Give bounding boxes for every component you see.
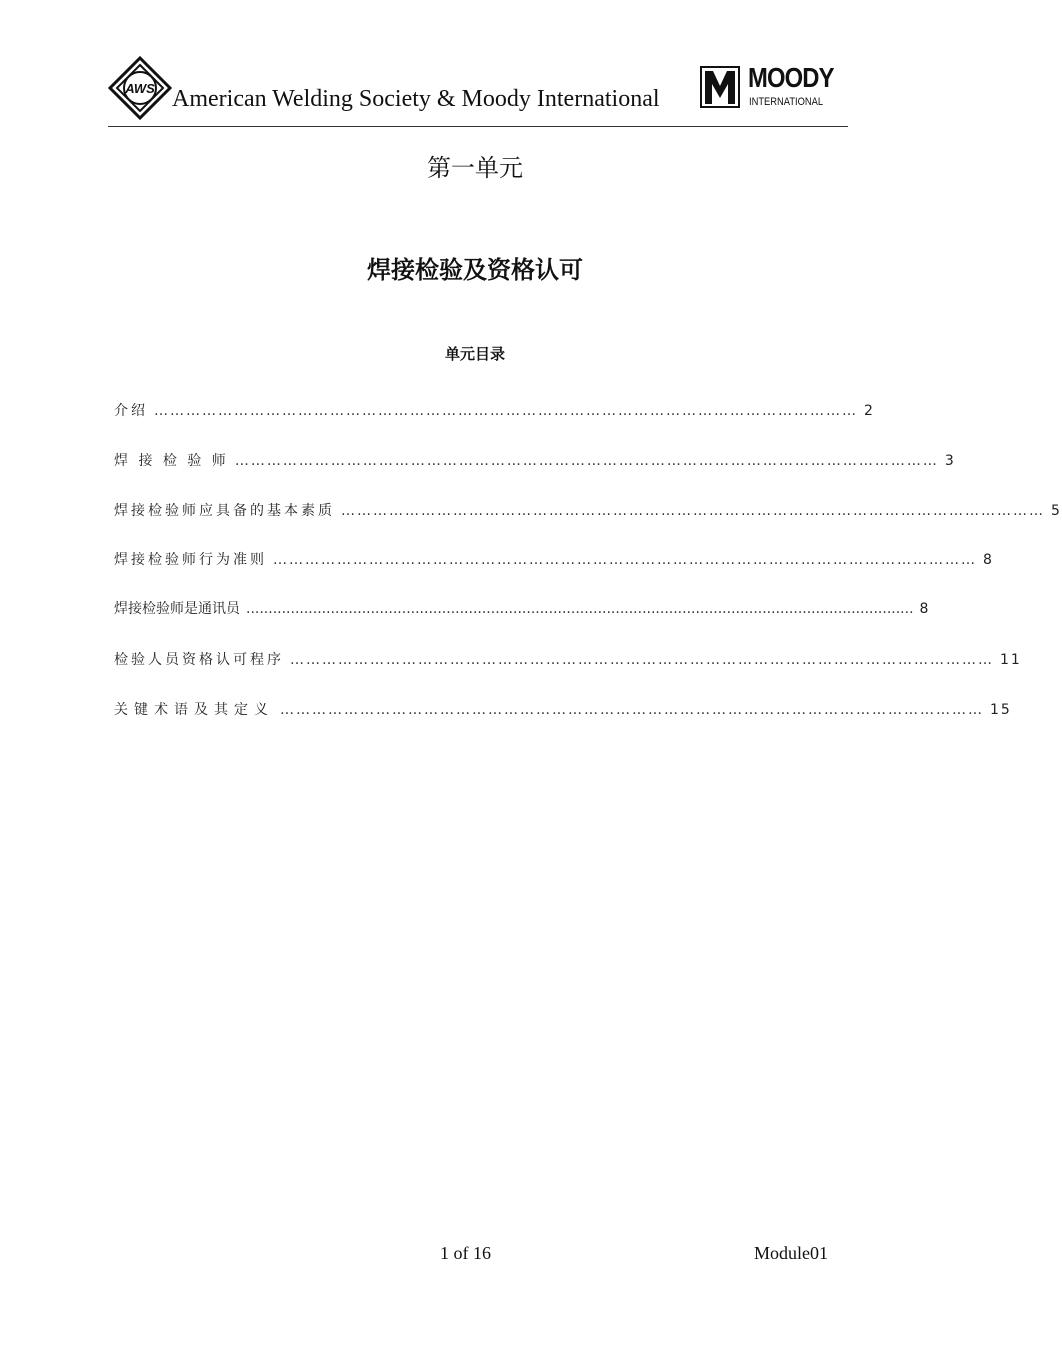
toc-item-label: 检验人员资格认可程序 xyxy=(114,652,284,668)
toc-item-page: 8 xyxy=(919,601,931,617)
header-title: American Welding Society & Moody International xyxy=(172,86,660,112)
toc-title: 单元目录 xyxy=(444,345,505,363)
toc-item-label: 焊接检验师是通讯员 xyxy=(114,601,240,617)
toc-item[interactable] xyxy=(114,500,1062,528)
toc-item-label: 焊接检验师行为准则 xyxy=(114,552,267,568)
toc-item[interactable] xyxy=(114,598,931,626)
toc-item[interactable] xyxy=(114,699,1012,727)
toc-item-label: 介绍 xyxy=(114,403,148,419)
page-header xyxy=(108,50,848,127)
toc-item[interactable] xyxy=(114,450,956,478)
toc-leader: …………………………………………………………………………………………………………………… xyxy=(234,453,939,469)
toc-item-page: 11 xyxy=(1000,652,1022,668)
toc-item-label: 焊接检验师应具备的基本素质 xyxy=(114,503,335,519)
toc-item[interactable] xyxy=(114,649,1022,677)
moody-logo-name: MOODY xyxy=(748,62,834,93)
main-title: 焊接检验及资格认可 xyxy=(367,256,583,284)
toc-item-page: 8 xyxy=(983,552,994,568)
aws-logo-text: AWS xyxy=(125,81,155,96)
moody-logo-icon xyxy=(700,66,740,108)
toc-item[interactable] xyxy=(114,549,994,577)
toc-leader: ...................................................................................................................................................... xyxy=(246,601,914,617)
toc-leader: …………………………………………………………………………………………………………………… xyxy=(290,652,994,668)
toc-leader: …………………………………………………………………………………………………………………… xyxy=(154,403,858,419)
toc-item-page: 15 xyxy=(990,702,1012,718)
toc-leader: …………………………………………………………………………………………………………………… xyxy=(280,702,984,718)
toc-item-label: 焊 接 检 验 师 xyxy=(114,453,229,469)
toc-item-page: 3 xyxy=(944,453,956,469)
toc-item-label: 关键术语及其定义 xyxy=(114,702,274,718)
moody-logo-subtitle: INTERNATIONAL xyxy=(749,96,824,108)
toc-leader: …………………………………………………………………………………………………………………… xyxy=(273,552,977,568)
unit-title: 第一单元 xyxy=(427,154,523,182)
toc-item-page: 2 xyxy=(864,403,875,419)
aws-logo-icon xyxy=(108,56,172,120)
toc-item-page: 5 xyxy=(1051,503,1062,519)
toc-item[interactable] xyxy=(114,400,875,428)
footer-page-number: 1 of 16 xyxy=(440,1243,491,1263)
toc-leader: …………………………………………………………………………………………………………………… xyxy=(341,503,1045,519)
footer-module: Module01 xyxy=(754,1243,828,1263)
